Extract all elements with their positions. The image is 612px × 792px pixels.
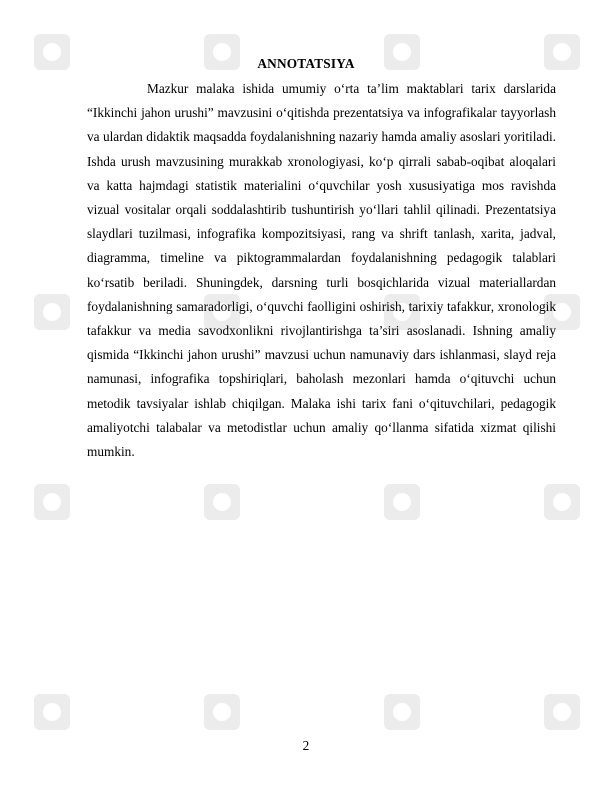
watermark-logo-icon [540,690,584,734]
page-number: 2 [302,738,310,753]
watermark-logo-icon [200,690,244,734]
annotation-paragraph: Mazkur malaka ishida umumiy o‘rta ta’lim maktablari tarix darslarida “Ikkinchi jahon urushi” mavzusini o‘qitishda prezentatsiya va infografikalar tayyorlash va ulardan didaktik maqsadda foydalanishning nazariy hamda amaliy asoslari yoritiladi. Ishda urush mavzusining murakkab xronologiyasi, ko‘p qirrali sabab-oqibat aloqalari va katta hajmdagi statistik materialini o‘quvchilar yosh xususiyatiga mos ravishda vizual vositalar orqali soddalashtirib tushuntirish yo‘llari tahlil qilinadi. Prezentatsiya slaydlari tuzilmasi, infografika kompozitsiyasi, rang va shrift tanlash, xarita, jadval, diagramma, timeline va piktogrammalardan foydalanishning pedagogik talablari ko‘rsatib beriladi. Shuningdek, darsning turli bosqichlarida vizual materiallardan foydalanishning samaradorligi, o‘quvchi faolligini oshirish, tarixiy tafakkur, xronologik tafakkur va media savodxonlikni rivojlantirishga ta’siri asoslanadi. Ishning amaliy qismida “Ikkinchi jahon urushi” mavzusi uchun namunaviy dars ishlanmasi, slayd reja namunasi, infografika topshiriqlari, baholash mezonlari hamda o‘qituvchi uchun metodik tavsiyalar ishlab chiqilgan. Malaka ishi tarix fani o‘qituvchilari, pedagogik amaliyotchi talabalar va metodistlar uchun amaliy qo‘llanma sifatida xizmat qilishi mumkin. [87,81,556,460]
watermark-logo-icon [30,290,74,334]
watermark-logo-icon [540,480,584,524]
watermark-logo-icon [30,480,74,524]
watermark-logo-icon [30,690,74,734]
watermark-logo-icon [380,480,424,524]
document-title: ANNOTATSIYA [257,56,355,71]
watermark-logo-icon [200,480,244,524]
watermark-logo-icon [380,690,424,734]
